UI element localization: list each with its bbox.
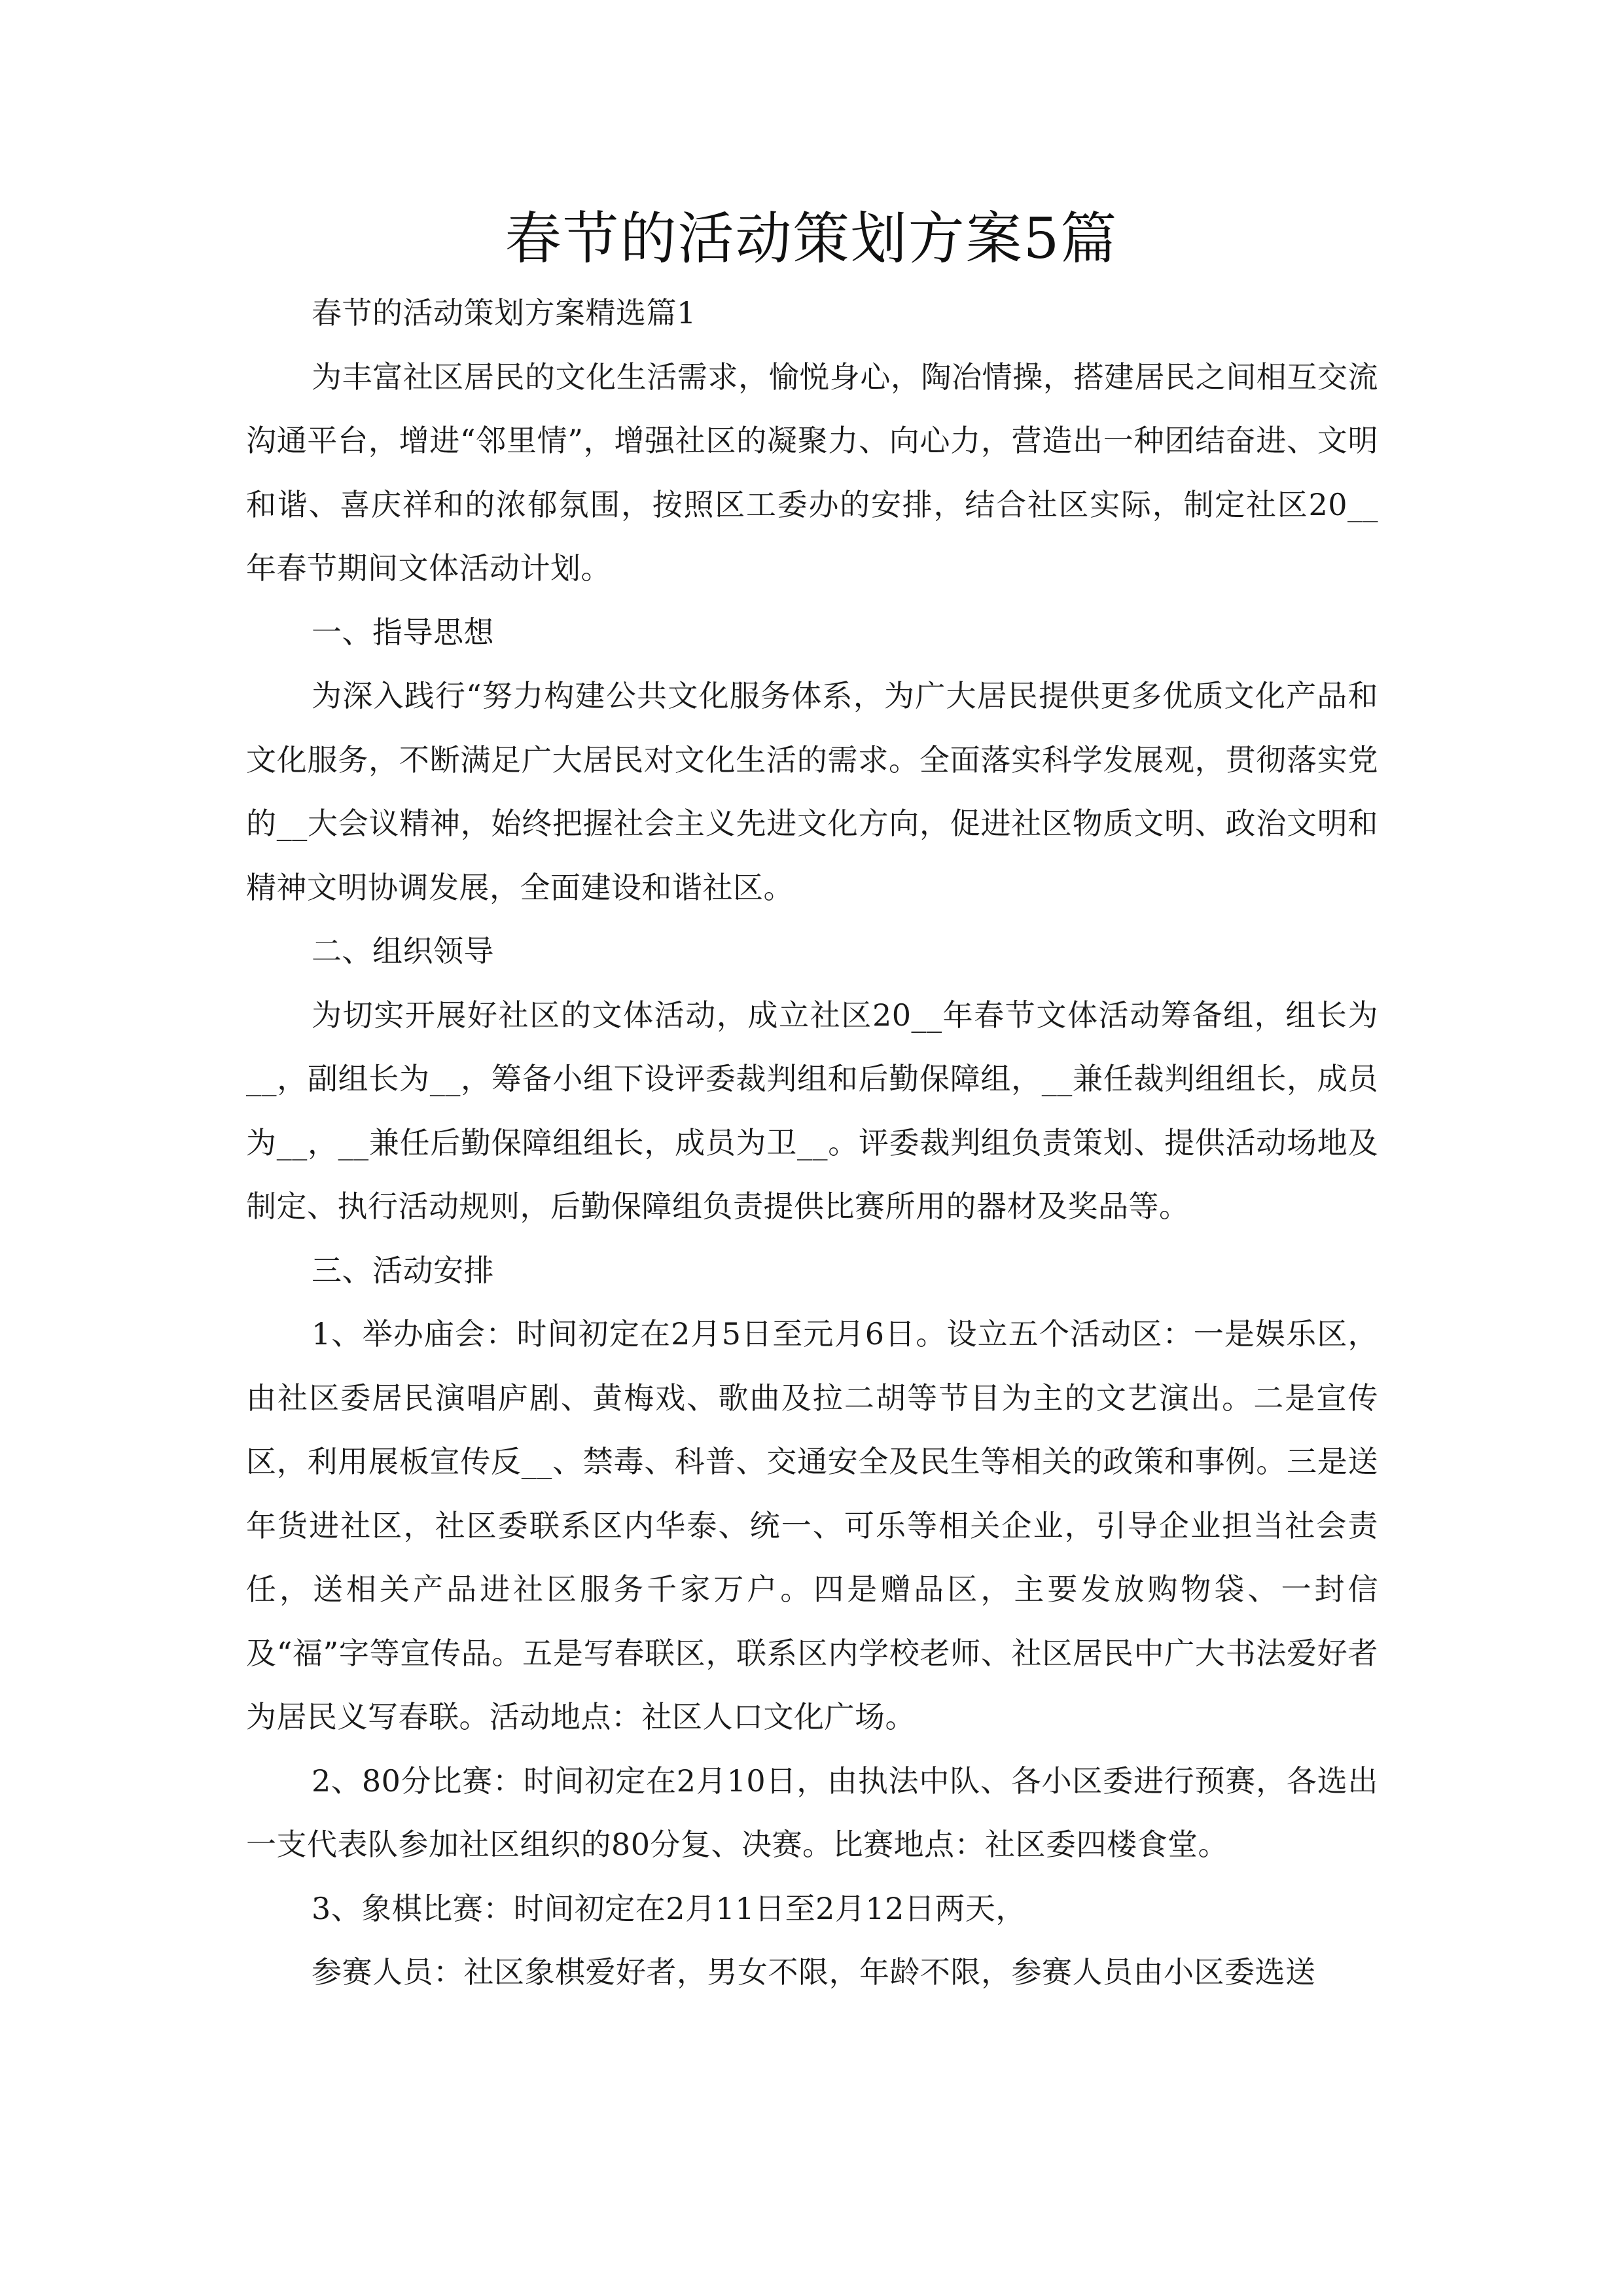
- document-body: [246, 281, 1378, 2005]
- paragraph-temple-fair: 1、举办庙会：时间初定在2月5日至元月6日。设立五个活动区：一是娱乐区，由社区委居民演唱庐剧、黄梅戏、歌曲及拉二胡等节目为主的文艺演出。二是宣传区，利用展板宣传反__、禁毒、科普、交通安全及民生等相关的政策和事例。三是送年货进社区，社区委联系区内华泰、统一、可乐等相关企业，引导企业担当社会责任，送相关产品进社区服务千家万户。四是赠品区，主要发放购物袋、一封信及“福”字等宣传品。五是写春联区，联系区内学校老师、社区居民中广大书法爱好者为居民义写春联。活动地点：社区人口文化广场。: [246, 1316, 1378, 1734]
- paragraph-intro: 为丰富社区居民的文化生活需求，愉悦身心，陶冶情操，搭建居民之间相互交流沟通平台，增进“邻里情”，增强社区的凝聚力、向心力，营造出一种团结奋进、文明和谐、喜庆祥和的浓郁氛围，按照区工委办的安排，结合社区实际，制定社区20__年春节期间文体活动计划。: [246, 359, 1378, 586]
- section-heading-plan-1: 春节的活动策划方案精选篇1: [312, 295, 696, 331]
- section-heading-guiding-thought: 一、指导思想: [312, 614, 494, 650]
- section-heading-organization: 二、组织领导: [312, 933, 494, 969]
- paragraph-80-points: 2、80分比赛：时间初定在2月10日，由执法中队、各小区委进行预赛，各选出一支代表队参加社区组织的80分复、决赛。比赛地点：社区委四楼食堂。: [246, 1763, 1378, 1862]
- paragraph-participants: 参赛人员：社区象棋爱好者，男女不限，年龄不限，参赛人员由小区委选送: [312, 1954, 1316, 1990]
- paragraph-guiding-thought: 为深入践行“努力构建公共文化服务体系，为广大居民提供更多优质文化产品和文化服务，不断满足广大居民对文化生活的需求。全面落实科学发展观，贯彻落实党的__大会议精神，始终把握社会主义先进文化方向，促进社区物质文明、政治文明和精神文明协调发展，全面建设和谐社区。: [246, 678, 1378, 905]
- document-title: 春节的活动策划方案5篇: [505, 206, 1118, 272]
- paragraph-organization: 为切实开展好社区的文体活动，成立社区20__年春节文体活动筹备组，组长为__，副组长为__，筹备小组下设评委裁判组和后勤保障组，__兼任裁判组组长，成员为__，__兼任后勤保障组组长，成员为卫__。评委裁判组负责策划、提供活动场地及制定、执行活动规则，后勤保障组负责提供比赛所用的器材及奖品等。: [246, 997, 1378, 1224]
- paragraph-chess: 3、象棋比赛：时间初定在2月11日至2月12日两天，: [312, 1890, 1026, 1926]
- section-heading-arrangement: 三、活动安排: [312, 1252, 494, 1288]
